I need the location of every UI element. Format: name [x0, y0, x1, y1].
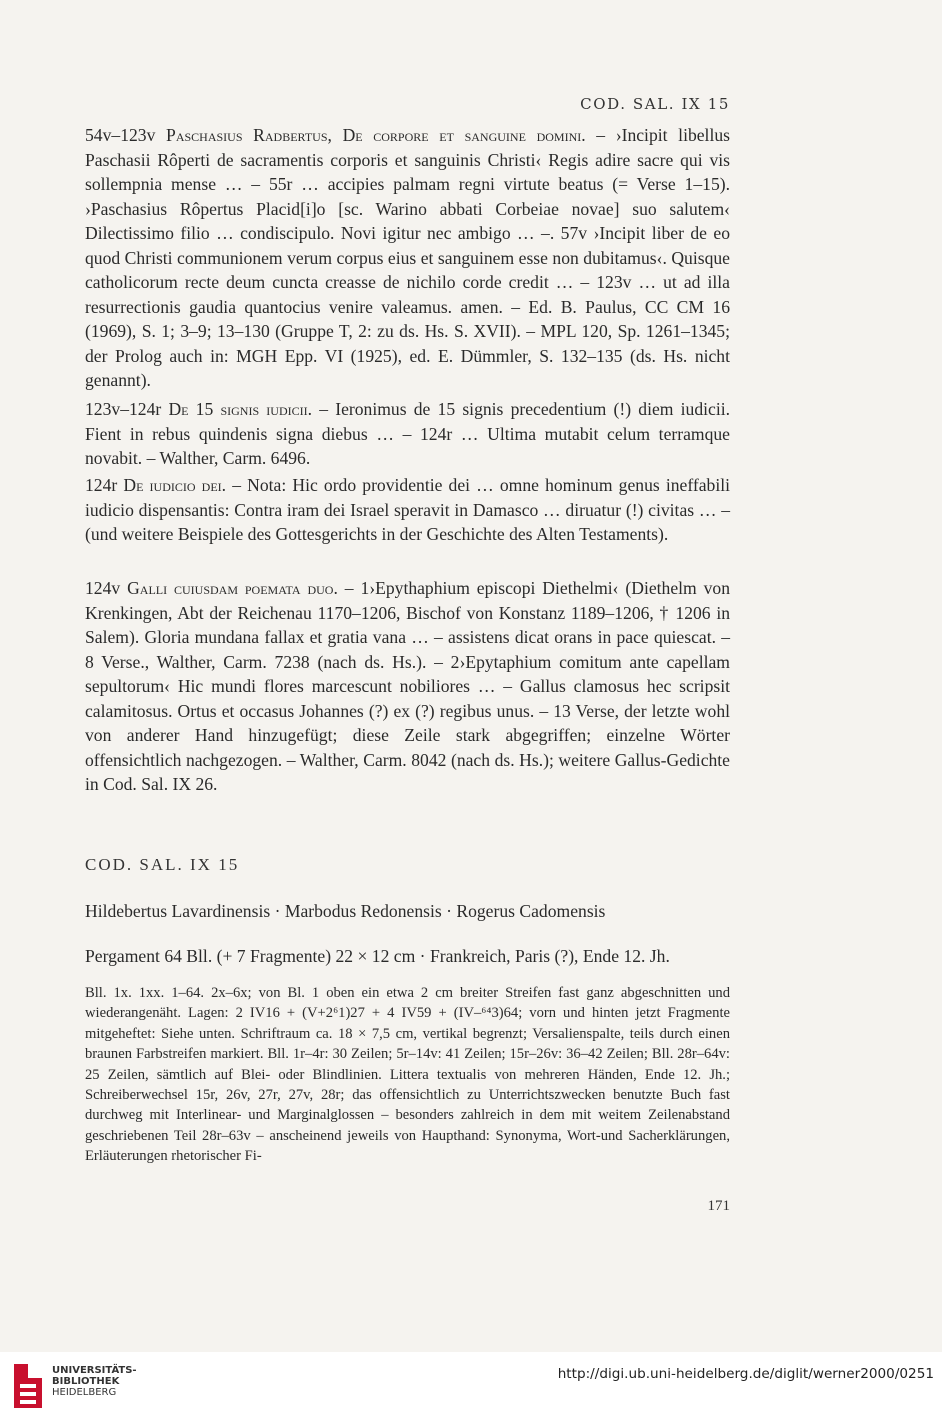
catalog-entry: [85, 576, 730, 797]
entry-heading: De iudicio dei.: [123, 475, 227, 495]
footer-bar: [0, 1352, 942, 1421]
source-url-link[interactable]: http://digi.ub.uni-heidelberg.de/diglit/werner2000/0251: [557, 1366, 934, 1382]
catalog-entry: [85, 123, 730, 393]
codex-description: Bll. 1x. 1xx. 1–64. 2x–6x; von Bl. 1 oben ein etwa 2 cm breiter Streifen fast ganz abgeschnitten und wiederangenäht. Lagen: 2 IV16 + (V+2⁶1)27 + 4 IV59 + (IV–⁶⁴3)64; vorn und hinten jetzt Fragmente mitgeheftet: Siehe unten. Schriftraum ca. 18 × 7,5 cm, vertikal begrenzt; Versalienspalte, teils durch einen braunen Farbstreifen markiert. Bll. 1r–4r: 30 Zeilen; 5r–14v: 41 Zeilen; 15r–26v: 36–42 Zeilen; Bll. 28r–64v: 25 Zeilen, sämtlich auf Blei- oder Blindlinien. Littera textualis von mehreren Händen, Ende 12. Jh.; Schreiberwechsel 15r, 26v, 27r, 27v, 28r; das offensichtlich zu Unterrichtszwecken benutzte Buch fast durchweg mit Interlinear- und Marginalglossen – besonders zahlreich in dem mit weitem Zeilenabstand geschriebenen Teil 28r–63v – anscheinend jeweils von Haupthand: Synonyma, Wort-und Sacherklärungen, Erläuterungen rhetorischer Fi-: [85, 985, 730, 1165]
entry-body: – Ieronimus de 15 signis precedentium (!) diem iudicii. Fient in rebus quindenis signa diebus … – 124r … Ultima mutabit celum terramque novabit. – Walther, Carm. 6496.: [85, 399, 731, 468]
entry-folios: 54v–123v: [85, 125, 156, 145]
section-title: COD. SAL. IX 15: [85, 855, 240, 874]
catalog-entry: [85, 473, 730, 547]
entry-folios: 123v–124r: [85, 399, 162, 419]
entry-folios: 124v: [85, 578, 121, 598]
entry-heading: Galli cuiusdam poemata duo.: [127, 578, 338, 598]
authors-line: Hildebertus Lavardinensis · Marbodus Redonensis · Rogerus Cadomensis: [85, 901, 606, 921]
entry-body: – 1›Epythaphium episcopi Diethelmi‹ (Diethelm von Krenkingen, Abt der Reichenau 1170–1206, Bischof von Konstanz 1189–1206, † 1206 in Salem). Gloria mundana fallax et gratia vana … – assistens dicat orans in pace quiescat. – 8 Verse., Walther, Carm. 7238 (nach ds. Hs.). – 2›Epytaphium comitum ante capellam sepultorum‹ Hic mundi flores marcescunt nobiliores … – Gallus clamosus hec scripsit calamitosus. Ortus et occasus Johannes (?) ex (?) regibus unus. – 13 Verse, der letzte wohl von anderer Hand hinzugefügt; diese Zeile stark abgegriffen; einzelne Wörter offensichtlich nachgezogen. – Walther, Carm. 8042 (nach ds. Hs.); weitere Gallus-Gedichte in Cod. Sal. IX 26.: [85, 578, 730, 794]
library-name: [52, 1365, 137, 1398]
university-library-logo-icon: [10, 1360, 46, 1412]
entry-heading: Paschasius Radbertus, De corpore et sanguine domini.: [166, 125, 586, 145]
page-number: 171: [707, 1198, 730, 1214]
library-name-line: UNIVERSITÄTS-: [52, 1365, 137, 1376]
catalog-entry: [85, 397, 730, 471]
entry-body: – ›Incipit libellus Paschasii Rôperti de sacramentis corporis et sanguinis Christi‹ Regis adire sacre qui vis sollempnia mense … – 55r … accipies palmam regni virtute beatus (= Verse 1–15). ›Paschasius Rôpertus Placid[i]o [sc. Warino abbati Corbeiae novae] suo salutem‹ Dilectissimo filio … condiscipulo. Novi igitur nec ambigo … –. 57v ›Incipit liber de eo quod Christi communionem verum corpus eius et sanguinem esse non dubitamus‹. Quisque catholicorum recte deum cuncta creasse de nichilo corde credit … – 123v … ut ad illa resurrectionis gaudia quantocius venire valeamus. amen. – Ed. B. Paulus, CC CM 16 (1969), S. 1; 3–9; 13–130 (Gruppe T, 2: zu ds. Hs. S. XVII). – MPL 120, Sp. 1261–1345; der Prolog auch in: MGH Epp. VI (1925), ed. E. Dümmler, S. 132–135 (ds. Hs. nicht genannt).: [85, 125, 730, 390]
physical-description: Pergament 64 Bll. (+ 7 Fragmente) 22 × 12 cm · Frankreich, Paris (?), Ende 12. Jh.: [85, 946, 670, 966]
library-name-line: BIBLIOTHEK: [52, 1376, 120, 1387]
entry-body: – Nota: Hic ordo providentie dei … omne hominum genus ineffabili iudicio dispensantis: Contra iram dei Israel speravit in Damasco … diruatur (!) civitas … – (und weitere Beispiele des Gottesgerichts in der Geschichte des Alten Testaments).: [85, 475, 731, 544]
library-name-line: HEIDELBERG: [52, 1387, 117, 1398]
entry-folios: 124r: [85, 475, 118, 495]
entry-heading: De 15 signis iudicii.: [168, 399, 313, 419]
running-head: COD. SAL. IX 15: [580, 95, 730, 113]
